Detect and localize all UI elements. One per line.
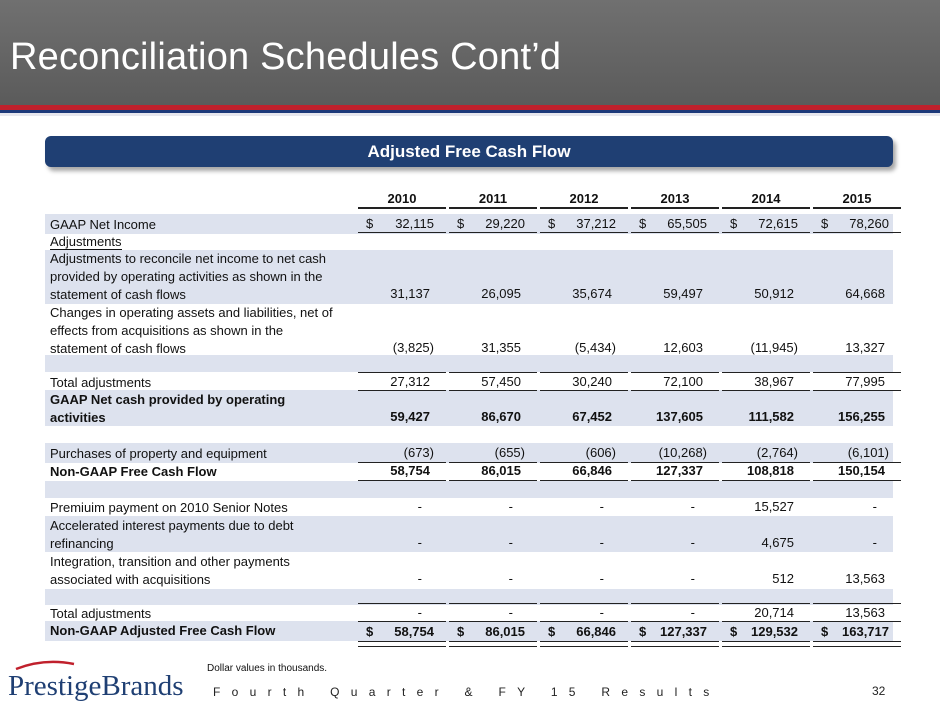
currency-symbol: $	[548, 216, 556, 231]
double-underline	[358, 641, 446, 647]
cell-underline	[358, 480, 446, 481]
logo-text: PrestigeBrands	[8, 670, 184, 702]
cell-underline	[813, 603, 901, 604]
value-cell: 67,452	[572, 409, 612, 424]
cell-underline	[722, 372, 810, 373]
value-cell: 27,312	[390, 374, 430, 389]
value-cell: -	[599, 571, 604, 586]
cell-underline	[631, 232, 719, 233]
value-cell: (2,764)	[756, 445, 798, 460]
value-cell: 65,505	[667, 216, 707, 231]
cell-underline	[540, 621, 628, 622]
value-cell: 137,605	[656, 409, 703, 424]
cell-underline	[449, 480, 537, 481]
row-label-changes-1: Changes in operating assets and liabilities, net of	[50, 305, 333, 320]
cell-underline	[722, 621, 810, 622]
currency-symbol: $	[366, 216, 374, 231]
value-cell: (6,101)	[847, 445, 889, 460]
value-cell: 86,015	[481, 463, 521, 478]
value-cell: 32,115	[395, 216, 434, 231]
company-logo	[8, 670, 184, 703]
value-cell: 129,532	[751, 624, 798, 639]
cell-underline	[631, 603, 719, 604]
cell-underline	[540, 372, 628, 373]
cell-underline	[813, 390, 901, 391]
cell-underline	[358, 603, 446, 604]
value-cell: 59,427	[390, 409, 430, 424]
cell-underline	[631, 480, 719, 481]
value-cell: 57,450	[481, 374, 521, 389]
value-cell: 20,714	[754, 605, 794, 620]
value-cell: (606)	[585, 445, 616, 460]
cell-underline	[813, 372, 901, 373]
value-cell: 127,337	[656, 463, 703, 478]
header-underline	[722, 207, 810, 209]
value-cell: 66,846	[576, 624, 616, 639]
value-cell: 86,015	[485, 624, 525, 639]
row-label-adjustments	[50, 233, 122, 251]
value-cell: 66,846	[572, 463, 612, 478]
currency-symbol: $	[821, 624, 829, 639]
value-cell: -	[690, 605, 695, 620]
value-cell: 156,255	[838, 409, 885, 424]
currency-symbol: $	[639, 624, 647, 639]
value-cell: -	[872, 535, 877, 550]
value-cell: 13,563	[845, 605, 885, 620]
row-label-total-adjustments: Total adjustments	[50, 375, 152, 390]
cell-underline	[813, 232, 901, 233]
value-cell: 37,212	[576, 216, 616, 231]
value-cell: 30,240	[572, 374, 612, 389]
currency-symbol: $	[457, 624, 465, 639]
row-label-premium: Premiuim payment on 2010 Senior Notes	[50, 500, 288, 515]
value-cell: 31,355	[481, 340, 521, 355]
page-number: 32	[872, 684, 886, 698]
cell-underline	[358, 232, 446, 233]
currency-symbol: $	[457, 216, 465, 231]
row-label-gaap-net-cash-1: GAAP Net cash provided by operating	[50, 392, 286, 407]
header-bar	[0, 0, 940, 105]
cell-underline	[540, 603, 628, 604]
value-cell: 12,603	[663, 340, 703, 355]
value-cell: 15,527	[754, 499, 794, 514]
value-cell: -	[690, 499, 695, 514]
header-underline	[449, 207, 537, 209]
year-header-2010: 2010	[387, 191, 417, 206]
cell-underline	[631, 372, 719, 373]
value-cell: 78,260	[849, 216, 889, 231]
header-underline	[631, 207, 719, 209]
cell-underline	[358, 621, 446, 622]
header-underline	[358, 207, 446, 209]
value-cell: 35,674	[572, 286, 612, 301]
cell-underline	[722, 232, 810, 233]
footer-text: Fourth Quarter & FY 15 Results	[213, 685, 721, 699]
value-cell: 108,818	[747, 463, 794, 478]
cell-underline	[449, 621, 537, 622]
value-cell: 72,615	[758, 216, 798, 231]
value-cell: 38,967	[754, 374, 794, 389]
row-label-reconcile-1: Adjustments to reconcile net income to net cash	[50, 251, 327, 266]
cell-underline	[540, 390, 628, 391]
cell-underline	[540, 232, 628, 233]
value-cell: -	[417, 605, 422, 620]
cell-underline	[722, 603, 810, 604]
value-cell: -	[417, 535, 422, 550]
double-underline	[449, 641, 537, 647]
currency-symbol: $	[730, 216, 738, 231]
year-header-2014: 2014	[751, 191, 781, 206]
row-label-reconcile-3: statement of cash flows	[50, 287, 186, 302]
value-cell: 127,337	[660, 624, 707, 639]
cell-underline	[631, 621, 719, 622]
value-cell: -	[508, 535, 513, 550]
value-cell: 64,668	[845, 286, 885, 301]
cell-underline	[813, 480, 901, 481]
value-cell: 77,995	[845, 374, 885, 389]
cell-underline	[722, 480, 810, 481]
year-header-2012: 2012	[569, 191, 599, 206]
value-cell: (673)	[403, 445, 434, 460]
value-cell: 86,670	[481, 409, 521, 424]
currency-symbol: $	[730, 624, 738, 639]
cell-underline	[449, 390, 537, 391]
value-cell: -	[508, 571, 513, 586]
accent-stripe-light	[0, 113, 940, 116]
row-label-gaap-net-income: GAAP Net Income	[50, 217, 156, 232]
cell-underline	[449, 372, 537, 373]
row-label-non-gaap-adjusted-fcf: Non-GAAP Adjusted Free Cash Flow	[50, 623, 276, 638]
row-band	[45, 481, 893, 498]
value-cell: 150,154	[838, 463, 885, 478]
currency-symbol: $	[639, 216, 647, 231]
year-header-2015: 2015	[842, 191, 872, 206]
page-title: Reconciliation Schedules Cont’d	[10, 36, 562, 78]
cell-underline	[813, 621, 901, 622]
cell-underline	[358, 372, 446, 373]
value-cell: 59,497	[663, 286, 703, 301]
header-underline	[813, 207, 901, 209]
value-cell: -	[508, 605, 513, 620]
row-label-gaap-net-cash-2: activities	[50, 410, 106, 425]
value-cell: 31,137	[390, 286, 430, 301]
row-label-accelerated-2: refinancing	[50, 536, 114, 551]
cell-underline	[631, 390, 719, 391]
cell-underline	[722, 390, 810, 391]
cell-underline	[449, 232, 537, 233]
value-cell: (10,268)	[658, 445, 707, 460]
value-cell: -	[690, 535, 695, 550]
value-cell: -	[417, 571, 422, 586]
value-cell: (655)	[494, 445, 525, 460]
value-cell: 13,563	[845, 571, 885, 586]
cell-underline	[358, 390, 446, 391]
currency-symbol: $	[366, 624, 374, 639]
row-label-changes-2: effects from acquisitions as shown in the	[50, 323, 284, 338]
value-cell: -	[599, 499, 604, 514]
row-label-accelerated-1: Accelerated interest payments due to debt	[50, 518, 294, 533]
value-cell: -	[417, 499, 422, 514]
year-header-2013: 2013	[660, 191, 690, 206]
header-underline	[540, 207, 628, 209]
value-cell: 29,220	[485, 216, 525, 231]
value-cell: 50,912	[754, 286, 794, 301]
value-cell: 26,095	[481, 286, 521, 301]
value-cell: 512	[772, 571, 794, 586]
value-cell: -	[508, 499, 513, 514]
double-underline	[631, 641, 719, 647]
value-cell: -	[599, 535, 604, 550]
double-underline	[813, 641, 901, 647]
currency-symbol: $	[548, 624, 556, 639]
row-label-reconcile-2: provided by operating activities as shown in the	[50, 269, 323, 284]
value-cell: (3,825)	[392, 340, 434, 355]
year-header-2011: 2011	[478, 191, 508, 206]
row-label-changes-3: statement of cash flows	[50, 341, 186, 356]
footnote: Dollar values in thousands.	[207, 663, 328, 674]
section-banner: Adjusted Free Cash Flow	[45, 136, 893, 167]
logo-swoosh-icon	[14, 660, 76, 670]
value-cell: -	[690, 571, 695, 586]
value-cell: 58,754	[394, 624, 434, 639]
row-label-purchases: Purchases of property and equipment	[50, 446, 267, 461]
adjustments-heading-text: Adjustments	[50, 234, 122, 249]
value-cell: -	[599, 605, 604, 620]
value-cell: (11,945)	[750, 340, 798, 355]
row-label-integration-1: Integration, transition and other payments	[50, 554, 290, 569]
row-label-non-gaap-fcf: Non-GAAP Free Cash Flow	[50, 464, 217, 479]
value-cell: 58,754	[390, 463, 430, 478]
row-label-total-adjustments-2: Total adjustments	[50, 606, 152, 621]
value-cell: 13,327	[845, 340, 885, 355]
value-cell: 111,582	[748, 409, 794, 424]
double-underline	[540, 641, 628, 647]
value-cell: -	[872, 499, 877, 514]
double-underline	[722, 641, 810, 647]
row-label-integration-2: associated with acquisitions	[50, 572, 211, 587]
value-cell: (5,434)	[574, 340, 616, 355]
currency-symbol: $	[821, 216, 829, 231]
cell-underline	[540, 480, 628, 481]
value-cell: 163,717	[842, 624, 889, 639]
value-cell: 4,675	[761, 535, 794, 550]
value-cell: 72,100	[663, 374, 703, 389]
cell-underline	[449, 603, 537, 604]
